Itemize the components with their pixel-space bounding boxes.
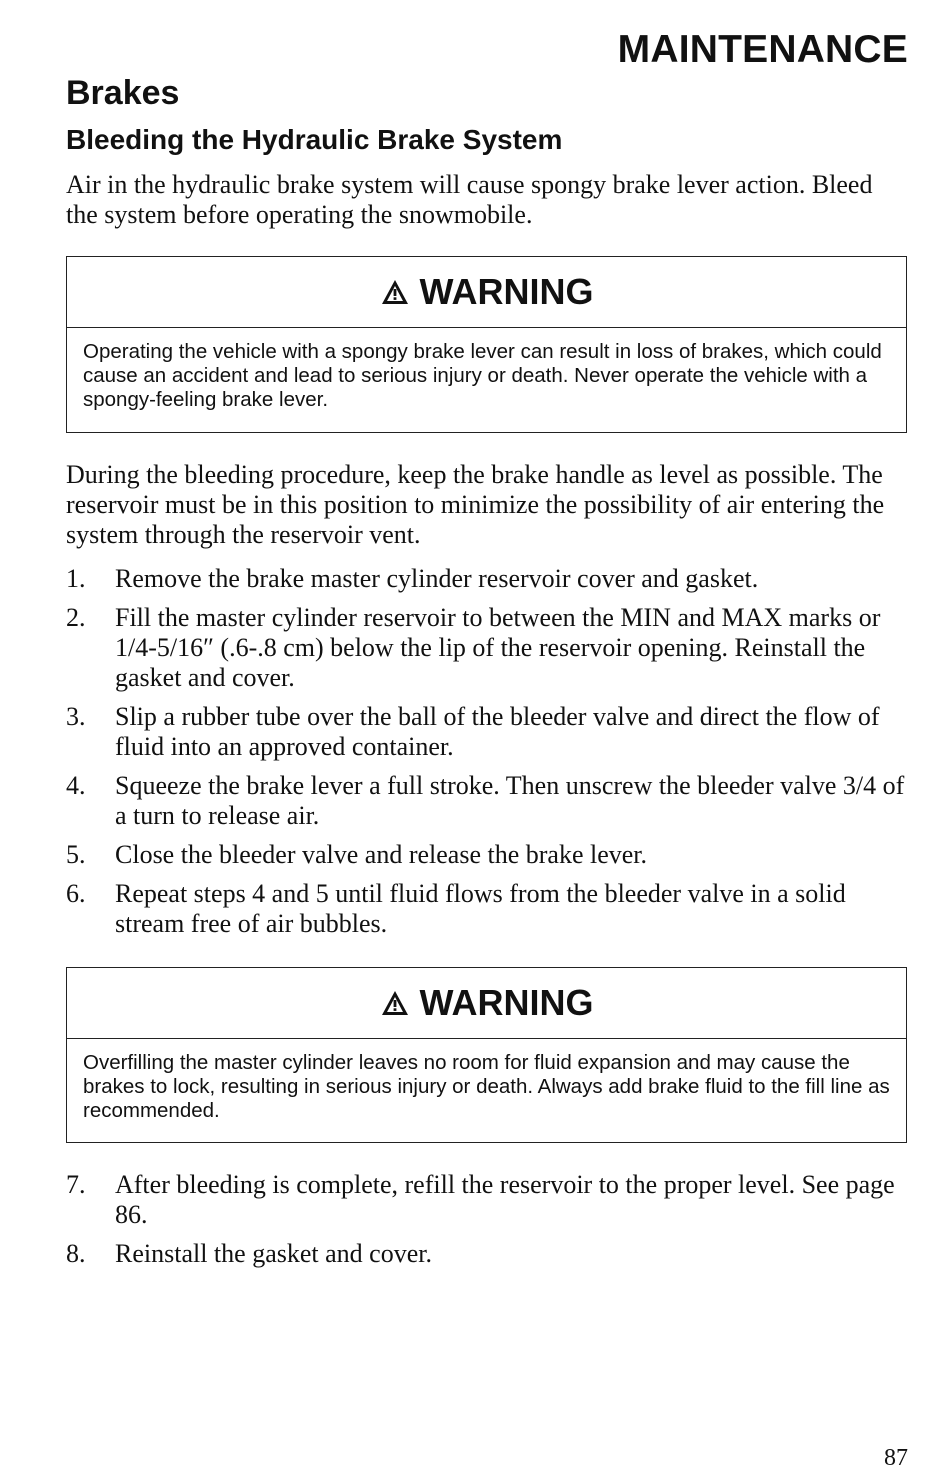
step-number: 2. — [66, 603, 86, 632]
warning-label: WARNING — [419, 982, 594, 1023]
subsection-title: Bleeding the Hydraulic Brake System — [66, 124, 563, 155]
steps-list — [66, 564, 908, 948]
warning-text: Overfilling the master cylinder leaves no room for fluid expansion and may cause the brakes to lock, resulting in serious injury or death. Always add brake fluid to the fill line as recommended. — [83, 1051, 890, 1122]
list-item — [66, 1170, 908, 1230]
step-text: Remove the brake master cylinder reservoir cover and gasket. — [115, 564, 759, 593]
step-number: 8. — [66, 1239, 86, 1268]
list-item — [66, 879, 908, 939]
page-number: 87 — [884, 1445, 908, 1471]
steps-list-after — [66, 1170, 908, 1278]
list-item — [66, 702, 908, 762]
step-text: After bleeding is complete, refill the reservoir to the proper level. See page 86. — [115, 1170, 895, 1229]
list-item — [66, 603, 908, 693]
warning-header — [67, 968, 906, 1039]
warning-label: WARNING — [419, 271, 594, 312]
step-number: 1. — [66, 564, 86, 593]
list-item — [66, 1239, 908, 1269]
page-title: Brakes — [66, 74, 180, 112]
step-text: Squeeze the brake lever a full stroke. Then unscrew the bleeder valve 3/4 of a turn to release air. — [115, 771, 905, 830]
step-number: 7. — [66, 1170, 86, 1199]
step-text: Fill the master cylinder reservoir to between the MIN and MAX marks or 1/4-5/16″ (.6-.8 cm) below the lip of the reservoir opening. Reinstall the gasket and cover. — [115, 603, 881, 692]
list-item — [66, 771, 908, 831]
warning-box-spongy-lever — [66, 256, 907, 433]
warning-header — [67, 257, 906, 328]
procedure-note: During the bleeding procedure, keep the brake handle as level as possible. The reservoir must be in this position to minimize the possibility of air entering the system through the reservoir vent. — [66, 460, 885, 549]
step-text: Repeat steps 4 and 5 until fluid flows from the bleeder valve in a solid stream free of air bubbles. — [115, 879, 846, 938]
intro-paragraph: Air in the hydraulic brake system will cause spongy brake lever action. Bleed the system before operating the snowmobile. — [66, 170, 873, 229]
step-number: 5. — [66, 840, 86, 869]
warning-text: Operating the vehicle with a spongy brake lever can result in loss of brakes, which could cause an accident and lead to serious injury or death. Never operate the vehicle with a spongy-feeling brake lever. — [83, 340, 882, 411]
section-header: MAINTENANCE — [617, 28, 908, 71]
step-text: Slip a rubber tube over the ball of the bleeder valve and direct the flow of fluid into an approved container. — [115, 702, 880, 761]
step-text: Close the bleeder valve and release the brake lever. — [115, 840, 648, 869]
step-text: Reinstall the gasket and cover. — [115, 1239, 432, 1268]
warning-triangle-icon — [380, 989, 410, 1017]
list-item — [66, 840, 908, 870]
step-number: 4. — [66, 771, 86, 800]
step-number: 6. — [66, 879, 86, 908]
list-item — [66, 564, 908, 594]
step-number: 3. — [66, 702, 86, 731]
warning-triangle-icon — [380, 278, 410, 306]
warning-box-overfilling — [66, 967, 907, 1143]
